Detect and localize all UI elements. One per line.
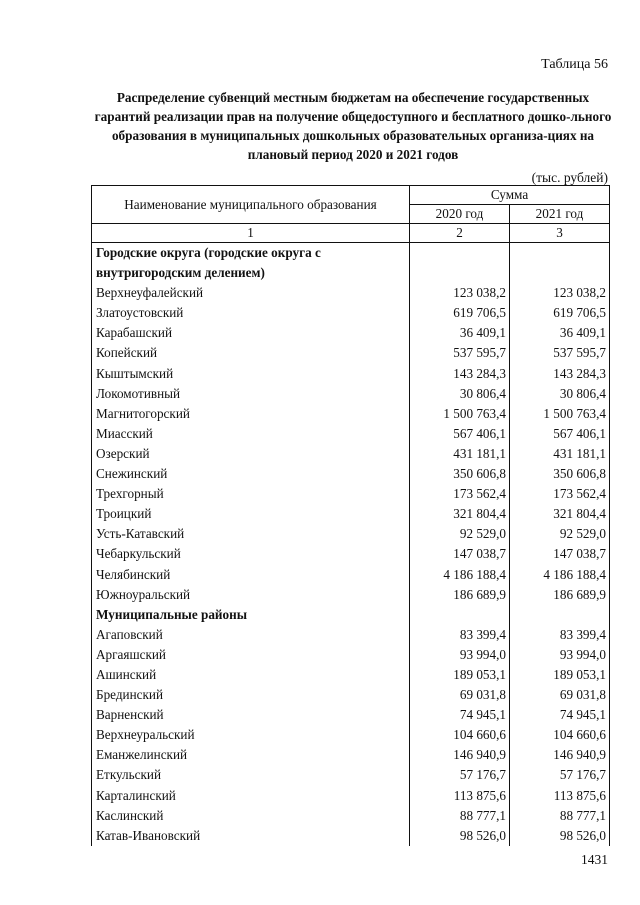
- row-value-2021: 431 181,1: [510, 444, 610, 464]
- row-value-2021: 189 053,1: [510, 665, 610, 685]
- table-row: [92, 565, 610, 585]
- header-name-column: Наименование муниципального образования: [92, 186, 410, 224]
- row-name: Златоустовский: [92, 303, 410, 323]
- row-value-2020: [410, 243, 510, 284]
- row-name: Локомотивный: [92, 384, 410, 404]
- row-value-2021: 83 399,4: [510, 625, 610, 645]
- table-row: [92, 444, 610, 464]
- row-value-2021: 567 406,1: [510, 424, 610, 444]
- row-value-2020: 93 994,0: [410, 645, 510, 665]
- row-value-2020: 537 595,7: [410, 343, 510, 363]
- row-value-2020: 146 940,9: [410, 745, 510, 765]
- header-col-number-1: 1: [92, 224, 410, 243]
- row-value-2020: 92 529,0: [410, 524, 510, 544]
- row-name: Чебаркульский: [92, 544, 410, 564]
- table-row: [92, 504, 610, 524]
- row-name: Челябинский: [92, 565, 410, 585]
- row-name: Еткульский: [92, 765, 410, 785]
- row-value-2021: 537 595,7: [510, 343, 610, 363]
- row-value-2020: 321 804,4: [410, 504, 510, 524]
- row-name: Снежинский: [92, 464, 410, 484]
- row-name: Копейский: [92, 343, 410, 363]
- row-value-2021: 173 562,4: [510, 484, 610, 504]
- row-value-2021: 4 186 188,4: [510, 565, 610, 585]
- row-value-2021: 93 994,0: [510, 645, 610, 665]
- row-value-2021: 36 409,1: [510, 323, 610, 343]
- row-value-2020: 350 606,8: [410, 464, 510, 484]
- row-name: Еманжелинский: [92, 745, 410, 765]
- row-value-2020: 74 945,1: [410, 705, 510, 725]
- row-name: Верхнеуральский: [92, 725, 410, 745]
- row-name: Миасский: [92, 424, 410, 444]
- row-name: Троицкий: [92, 504, 410, 524]
- row-name: Каслинский: [92, 806, 410, 826]
- row-name: Аргаяшский: [92, 645, 410, 665]
- table-row: [92, 585, 610, 605]
- row-value-2021: 69 031,8: [510, 685, 610, 705]
- section-row: [92, 243, 610, 284]
- row-value-2020: 567 406,1: [410, 424, 510, 444]
- row-value-2020: 123 038,2: [410, 283, 510, 303]
- header-year-2020: 2020 год: [410, 205, 510, 224]
- table-row: [92, 745, 610, 765]
- row-value-2020: 147 038,7: [410, 544, 510, 564]
- table-row: [92, 685, 610, 705]
- table-row: [92, 303, 610, 323]
- row-value-2021: 104 660,6: [510, 725, 610, 745]
- table-row: [92, 424, 610, 444]
- row-value-2020: 1 500 763,4: [410, 404, 510, 424]
- row-value-2020: 113 875,6: [410, 786, 510, 806]
- table-row: [92, 384, 610, 404]
- row-value-2020: [410, 605, 510, 625]
- table-row: [92, 705, 610, 725]
- row-name: Варненский: [92, 705, 410, 725]
- row-value-2020: 57 176,7: [410, 765, 510, 785]
- row-name: Брединский: [92, 685, 410, 705]
- row-value-2021: 186 689,9: [510, 585, 610, 605]
- row-value-2020: 83 399,4: [410, 625, 510, 645]
- row-value-2021: 30 806,4: [510, 384, 610, 404]
- row-value-2020: 36 409,1: [410, 323, 510, 343]
- row-name: Усть-Катавский: [92, 524, 410, 544]
- row-value-2021: [510, 605, 610, 625]
- row-value-2021: [510, 243, 610, 284]
- row-name: Озерский: [92, 444, 410, 464]
- document-title: Распределение субвенций местным бюджетам на обеспечение государственных гарантий реализации прав на получение общедоступного и бесплатного дошко-льного образования в муниципальных дошкольных образовательных организа-циях на плановый период 2020 и 2021 годов: [94, 90, 612, 162]
- table-number-label: Таблица 56: [541, 57, 608, 72]
- row-value-2021: 321 804,4: [510, 504, 610, 524]
- page-number: 1431: [581, 852, 608, 867]
- table-row: [92, 625, 610, 645]
- unit-note: (тыс. рублей): [531, 170, 608, 185]
- row-name: Карабашский: [92, 323, 410, 343]
- table-row: [92, 464, 610, 484]
- row-name: Агаповский: [92, 625, 410, 645]
- table-row: [92, 323, 610, 343]
- row-value-2021: 350 606,8: [510, 464, 610, 484]
- row-name: Трехгорный: [92, 484, 410, 504]
- row-name: Верхнеуфалейский: [92, 283, 410, 303]
- row-name: Кыштымский: [92, 364, 410, 384]
- table-row: [92, 806, 610, 826]
- table-row: [92, 404, 610, 424]
- row-value-2020: 186 689,9: [410, 585, 510, 605]
- table-row: [92, 645, 610, 665]
- table-row: [92, 283, 610, 303]
- table-row: [92, 484, 610, 504]
- subvention-table: [91, 185, 610, 846]
- table-body: [92, 243, 610, 846]
- table-row: [92, 544, 610, 564]
- row-value-2020: 189 053,1: [410, 665, 510, 685]
- row-value-2021: 1 500 763,4: [510, 404, 610, 424]
- table-row: [92, 343, 610, 363]
- row-value-2021: 98 526,0: [510, 826, 610, 846]
- header-col-number-2: 2: [410, 224, 510, 243]
- row-value-2021: 619 706,5: [510, 303, 610, 323]
- row-value-2020: 431 181,1: [410, 444, 510, 464]
- table-row: [92, 826, 610, 846]
- header-sum: Сумма: [410, 186, 610, 205]
- row-value-2021: 57 176,7: [510, 765, 610, 785]
- row-value-2021: 146 940,9: [510, 745, 610, 765]
- row-value-2021: 88 777,1: [510, 806, 610, 826]
- row-value-2020: 173 562,4: [410, 484, 510, 504]
- header-col-number-3: 3: [510, 224, 610, 243]
- row-value-2021: 113 875,6: [510, 786, 610, 806]
- row-value-2020: 88 777,1: [410, 806, 510, 826]
- table-row: [92, 725, 610, 745]
- row-name: Муниципальные районы: [92, 605, 410, 625]
- row-name: Магнитогорский: [92, 404, 410, 424]
- row-value-2020: 4 186 188,4: [410, 565, 510, 585]
- row-value-2020: 98 526,0: [410, 826, 510, 846]
- table-row: [92, 765, 610, 785]
- row-value-2020: 619 706,5: [410, 303, 510, 323]
- table-row: [92, 665, 610, 685]
- row-name: Карталинский: [92, 786, 410, 806]
- row-value-2021: 147 038,7: [510, 544, 610, 564]
- row-value-2021: 74 945,1: [510, 705, 610, 725]
- table-row: [92, 364, 610, 384]
- row-value-2020: 69 031,8: [410, 685, 510, 705]
- header-year-2021: 2021 год: [510, 205, 610, 224]
- row-value-2020: 143 284,3: [410, 364, 510, 384]
- row-name: Южноуральский: [92, 585, 410, 605]
- row-name: Катав-Ивановский: [92, 826, 410, 846]
- row-name: Ашинский: [92, 665, 410, 685]
- row-value-2021: 143 284,3: [510, 364, 610, 384]
- table-row: [92, 524, 610, 544]
- row-value-2020: 30 806,4: [410, 384, 510, 404]
- row-value-2020: 104 660,6: [410, 725, 510, 745]
- row-value-2021: 123 038,2: [510, 283, 610, 303]
- row-value-2021: 92 529,0: [510, 524, 610, 544]
- section-row: [92, 605, 610, 625]
- row-name: Городские округа (городские округа с внутригородским делением): [92, 243, 410, 284]
- table-row: [92, 786, 610, 806]
